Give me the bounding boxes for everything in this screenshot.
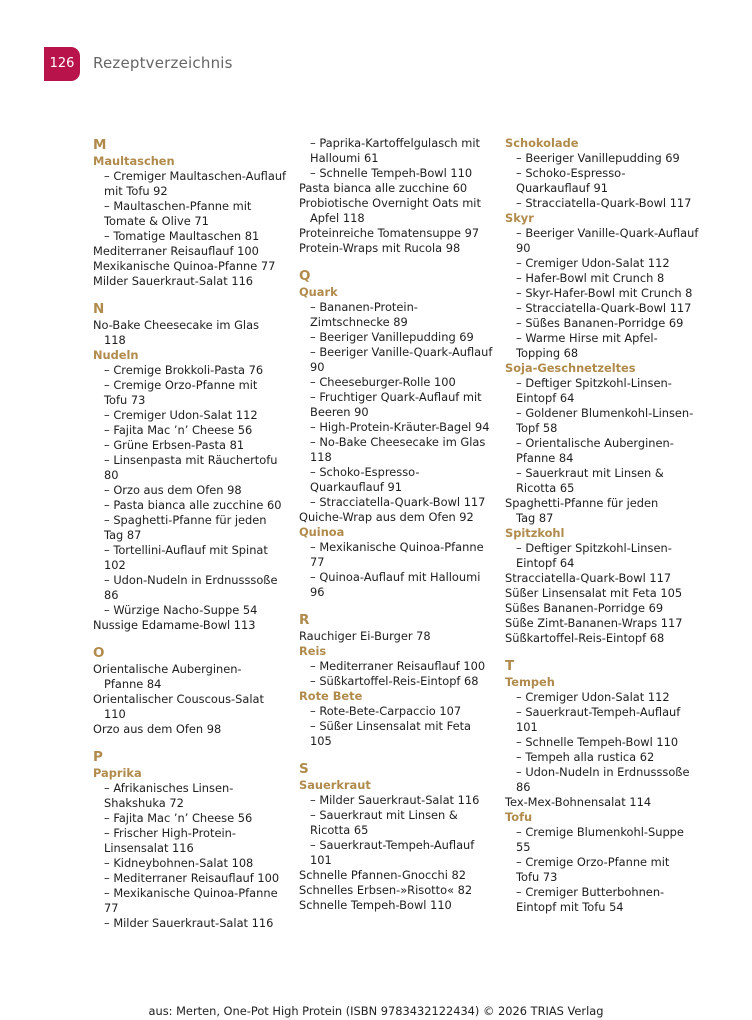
index-subentry: – Schoko-Espresso-	[310, 465, 420, 479]
index-subentry: – Fajita Mac ’n’ Cheese 56	[104, 423, 253, 437]
index-entry: Stracciatella-Quark-Bowl 117	[505, 571, 672, 585]
index-group-spacer	[93, 737, 299, 748]
index-subentry: – Schnelle Tempeh-Bowl 110	[516, 735, 679, 749]
index-entry: Schnelles Erbsen-»Risotto« 82	[299, 883, 473, 897]
index-subentry: – Beeriger Vanillepudding 69	[310, 330, 474, 344]
index-category: Quinoa	[299, 525, 345, 539]
index-category: Soja-Geschnetzeltes	[505, 361, 636, 375]
page-title: Rezeptverzeichnis	[93, 54, 233, 72]
index-subentry: – Maultaschen-Pfanne mit	[104, 199, 252, 213]
index-group-spacer	[299, 749, 505, 760]
index-subentry: – Cremige Orzo-Pfanne mit	[104, 378, 258, 392]
index-category: Quark	[299, 285, 338, 299]
index-subentry: – Milder Sauerkraut-Salat 116	[310, 793, 480, 807]
index-subentry-continuation: Linsensalat 116	[104, 841, 194, 855]
index-entry: Süßkartoffel-Reis-Eintopf 68	[505, 631, 665, 645]
index-subentry-continuation: 101	[516, 720, 538, 734]
index-subentry: – Fruchtiger Quark-Auflauf mit	[310, 390, 482, 404]
index-subentry: – Cremiger Maultaschen-Auflauf	[104, 169, 287, 183]
index-group-spacer	[299, 256, 505, 267]
index-entry: Spaghetti-Pfanne für jeden	[505, 496, 659, 510]
index-subentry: – Tortellini-Auflauf mit Spinat	[104, 543, 268, 557]
index-subentry: – Cremige Brokkoli-Pasta 76	[104, 363, 264, 377]
index-subentry: – Spaghetti-Pfanne für jeden	[104, 513, 267, 527]
index-subentry: – Süßkartoffel-Reis-Eintopf 68	[310, 674, 479, 688]
index-subentry: – Quinoa-Auflauf mit Halloumi	[310, 570, 481, 584]
index-entry: Süßes Bananen-Porridge 69	[505, 601, 664, 615]
index-subentry-continuation: Ricotta 65	[310, 823, 369, 837]
index-letter-heading: M	[93, 137, 107, 153]
index-subentry-continuation: 105	[310, 734, 332, 748]
index-group-spacer	[505, 646, 711, 657]
index-subentry: – No-Bake Cheesecake im Glas	[310, 435, 486, 449]
index-entry-continuation: Tag 87	[516, 511, 554, 525]
index-subentry-continuation: Tag 87	[104, 528, 142, 542]
index-subentry: – Afrikanisches Linsen-	[104, 781, 234, 795]
index-group-spacer	[93, 289, 299, 300]
index-subentry: – Orientalische Auberginen-	[516, 436, 674, 450]
index-subentry: – Warme Hirse mit Apfel-	[516, 331, 658, 345]
index-category: Skyr	[505, 211, 534, 225]
index-letter-heading: P	[93, 749, 103, 765]
index-subentry-continuation: Quarkauflauf 91	[310, 480, 402, 494]
index-subentry: – Sauerkraut mit Linsen &	[516, 466, 664, 480]
index-subentry-continuation: Eintopf mit Tofu 54	[516, 900, 624, 914]
index-subentry: – Skyr-Hafer-Bowl mit Crunch 8	[516, 286, 693, 300]
index-subentry-continuation: Shakshuka 72	[104, 796, 184, 810]
index-entry-continuation: 110	[104, 707, 126, 721]
index-subentry-continuation: 118	[310, 450, 332, 464]
index-column-3	[505, 136, 711, 915]
index-subentry: – Beeriger Vanille-Quark-Auflauf	[516, 226, 699, 240]
index-subentry: – Cremige Blumenkohl-Suppe	[516, 825, 684, 839]
index-subentry-continuation: 101	[310, 853, 332, 867]
index-subentry-continuation: 77	[104, 901, 119, 915]
index-subentry-continuation: Quarkauflauf 91	[516, 181, 608, 195]
index-subentry-continuation: Eintopf 64	[516, 556, 575, 570]
index-subentry: – Grüne Erbsen-Pasta 81	[104, 438, 245, 452]
index-subentry-continuation: 118	[104, 333, 126, 347]
index-subentry-continuation: mit Tofu 92	[104, 184, 168, 198]
index-subentry: – High-Protein-Kräuter-Bagel 94	[310, 420, 490, 434]
index-subentry: – Stracciatella-Quark-Bowl 117	[516, 301, 692, 315]
index-subentry: – Milder Sauerkraut-Salat 116	[104, 916, 274, 930]
index-subentry-continuation: Pfanne 84	[516, 451, 574, 465]
index-entry: Proteinreiche Tomatensuppe 97	[299, 226, 480, 240]
index-entry: Mexikanische Quinoa-Pfanne 77	[93, 259, 276, 273]
index-subentry-continuation: Eintopf 64	[516, 391, 575, 405]
index-subentry-continuation: Beeren 90	[310, 405, 369, 419]
index-column-1	[93, 136, 299, 931]
index-subentry: – Tomatige Maultaschen 81	[104, 229, 260, 243]
index-subentry: – Mexikanische Quinoa-Pfanne	[310, 540, 484, 554]
index-subentry-continuation: 86	[104, 588, 119, 602]
index-letter-heading: N	[93, 301, 105, 317]
index-subentry-continuation: Topping 68	[516, 346, 579, 360]
index-subentry: – Sauerkraut mit Linsen &	[310, 808, 458, 822]
index-category: Tofu	[505, 810, 533, 824]
index-category: Tempeh	[505, 675, 555, 689]
index-entry: Schnelle Tempeh-Bowl 110	[299, 898, 452, 912]
index-entry: Milder Sauerkraut-Salat 116	[93, 274, 254, 288]
index-subentry: – Mediterraner Reisauflauf 100	[310, 659, 486, 673]
index-subentry: – Deftiger Spitzkohl-Linsen-	[516, 376, 672, 390]
index-subentry-continuation: Tomate & Olive 71	[104, 214, 209, 228]
index-subentry-continuation: Zimtschnecke 89	[310, 315, 408, 329]
index-subentry: – Süßes Bananen-Porridge 69	[516, 316, 684, 330]
index-subentry: – Mexikanische Quinoa-Pfanne	[104, 886, 278, 900]
index-letter-heading: O	[93, 645, 105, 661]
index-subentry: – Cremige Orzo-Pfanne mit	[516, 855, 670, 869]
index-subentry: – Sauerkraut-Tempeh-Auflauf	[516, 705, 681, 719]
index-group-spacer	[93, 633, 299, 644]
index-entry: No-Bake Cheesecake im Glas	[93, 318, 259, 332]
index-subentry: – Paprika-Kartoffelgulasch mit	[310, 136, 480, 150]
index-subentry: – Hafer-Bowl mit Crunch 8	[516, 271, 665, 285]
index-subentry-continuation: Tofu 73	[516, 870, 558, 884]
index-subentry: – Beeriger Vanillepudding 69	[516, 151, 680, 165]
footer-citation: aus: Merten, One-Pot High Protein (ISBN 9783432122434) © 2026 TRIAS Verlag	[148, 1004, 604, 1018]
index-subentry: – Bananen-Protein-	[310, 300, 418, 314]
index-subentry: – Fajita Mac ’n’ Cheese 56	[104, 811, 253, 825]
index-subentry: – Deftiger Spitzkohl-Linsen-	[516, 541, 672, 555]
index-category: Paprika	[93, 766, 142, 780]
index-subentry: – Udon-Nudeln in Erdnusssoße	[104, 573, 278, 587]
index-entry: Süßer Linsensalat mit Feta 105	[505, 586, 683, 600]
index-subentry-continuation: Halloumi 61	[310, 151, 379, 165]
index-category: Rote Bete	[299, 689, 363, 703]
index-subentry-continuation: 80	[104, 468, 119, 482]
index-subentry: – Rote-Bete-Carpaccio 107	[310, 704, 462, 718]
index-entry-continuation: Pfanne 84	[104, 677, 162, 691]
index-subentry: – Stracciatella-Quark-Bowl 117	[310, 495, 486, 509]
index-subentry: – Cremiger Butterbohnen-	[516, 885, 665, 899]
index-category: Nudeln	[93, 348, 139, 362]
index-subentry: – Cheeseburger-Rolle 100	[310, 375, 456, 389]
index-subentry-continuation: Tofu 73	[104, 393, 146, 407]
index-entry: Orzo aus dem Ofen 98	[93, 722, 222, 736]
index-subentry-continuation: Topf 58	[516, 421, 558, 435]
index-entry: Nussige Edamame-Bowl 113	[93, 618, 256, 632]
index-subentry: – Mediterraner Reisauflauf 100	[104, 871, 280, 885]
index-subentry: – Udon-Nudeln in Erdnusssoße	[516, 765, 690, 779]
index-entry: Quiche-Wrap aus dem Ofen 92	[299, 510, 474, 524]
index-subentry-continuation: 90	[516, 241, 531, 255]
index-subentry: – Cremiger Udon-Salat 112	[516, 690, 670, 704]
index-subentry: – Orzo aus dem Ofen 98	[104, 483, 242, 497]
index-letter-heading: Q	[299, 268, 311, 284]
index-subentry: – Beeriger Vanille-Quark-Auflauf	[310, 345, 493, 359]
index-subentry: – Tempeh alla rustica 62	[516, 750, 655, 764]
index-letter-heading: S	[299, 761, 309, 777]
page-number-badge: 126	[44, 47, 80, 81]
index-subentry: – Kidneybohnen-Salat 108	[104, 856, 254, 870]
index-subentry-continuation: 55	[516, 840, 531, 854]
index-entry: Protein-Wraps mit Rucola 98	[299, 241, 461, 255]
index-entry: Süße Zimt-Bananen-Wraps 117	[505, 616, 683, 630]
index-subentry: – Stracciatella-Quark-Bowl 117	[516, 196, 692, 210]
index-subentry-continuation: Ricotta 65	[516, 481, 575, 495]
index-category: Sauerkraut	[299, 778, 371, 792]
index-letter-heading: T	[505, 658, 515, 674]
index-category: Spitzkohl	[505, 526, 565, 540]
index-category: Reis	[299, 644, 327, 658]
index-subentry: – Cremiger Udon-Salat 112	[516, 256, 670, 270]
index-entry: Pasta bianca alle zucchine 60	[299, 181, 468, 195]
index-subentry: – Frischer High-Protein-	[104, 826, 236, 840]
index-entry: Rauchiger Ei-Burger 78	[299, 629, 431, 643]
index-group-spacer	[299, 600, 505, 611]
index-subentry-continuation: 77	[310, 555, 325, 569]
index-subentry: – Sauerkraut-Tempeh-Auflauf	[310, 838, 475, 852]
index-entry: Orientalische Auberginen-	[93, 662, 242, 676]
index-subentry: – Goldener Blumenkohl-Linsen-	[516, 406, 694, 420]
index-entry: Orientalischer Couscous-Salat	[93, 692, 264, 706]
index-subentry: – Würzige Nacho-Suppe 54	[104, 603, 258, 617]
index-subentry: – Schnelle Tempeh-Bowl 110	[310, 166, 473, 180]
index-category: Schokolade	[505, 136, 579, 150]
index-letter-heading: R	[299, 612, 310, 628]
index-entry: Schnelle Pfannen-Gnocchi 82	[299, 868, 466, 882]
index-entry: Mediterraner Reisauflauf 100	[93, 244, 259, 258]
index-subentry: – Süßer Linsensalat mit Feta	[310, 719, 472, 733]
index-subentry: – Schoko-Espresso-	[516, 166, 626, 180]
index-entry: Tex-Mex-Bohnensalat 114	[505, 795, 652, 809]
index-entry-continuation: Apfel 118	[310, 211, 365, 225]
index-subentry-continuation: 96	[310, 585, 325, 599]
index-subentry: – Cremiger Udon-Salat 112	[104, 408, 258, 422]
index-subentry: – Linsenpasta mit Räuchertofu	[104, 453, 278, 467]
index-entry: Probiotische Overnight Oats mit	[299, 196, 481, 210]
index-subentry: – Pasta bianca alle zucchine 60	[104, 498, 282, 512]
index-category: Maultaschen	[93, 154, 175, 168]
index-subentry-continuation: 102	[104, 558, 126, 572]
index-subentry-continuation: 86	[516, 780, 531, 794]
index-column-2	[299, 136, 505, 913]
index-subentry-continuation: 90	[310, 360, 325, 374]
